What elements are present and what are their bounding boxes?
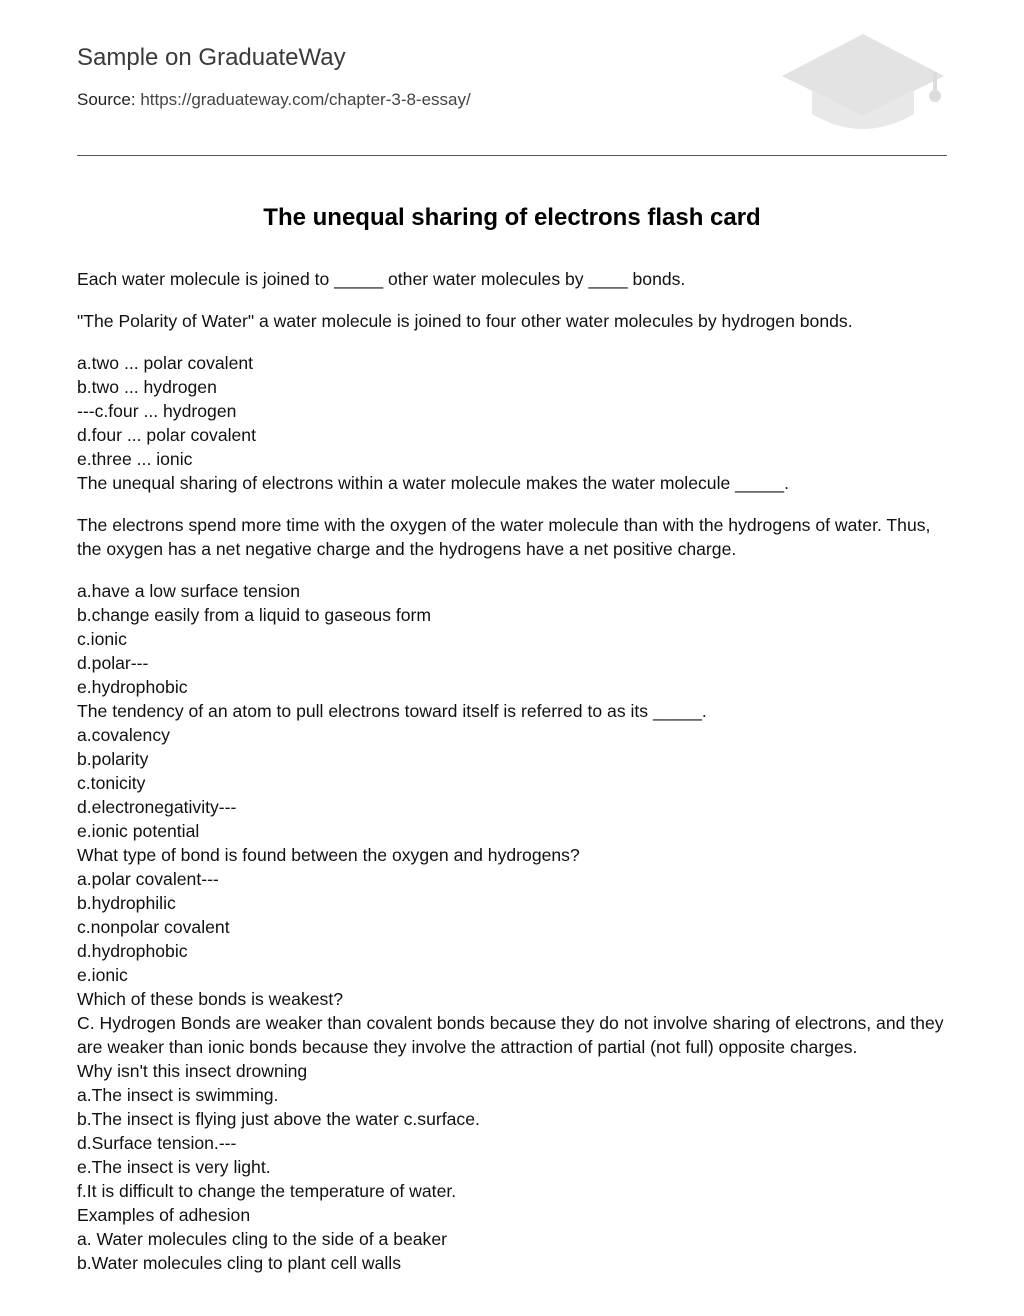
list-item: e.ionic potential xyxy=(77,821,200,841)
list-item: a.The insect is swimming. xyxy=(77,1085,279,1105)
list-item: b.two ... hydrogen xyxy=(77,377,217,397)
list-item: b.polarity xyxy=(77,749,149,769)
list-item: a.have a low surface tension xyxy=(77,581,300,601)
list-item: d.electronegativity--- xyxy=(77,797,237,817)
list-item: e.three ... ionic xyxy=(77,449,193,469)
question-block xyxy=(77,351,947,495)
list-item: d.hydrophobic xyxy=(77,941,188,961)
list-item: What type of bond is found between the oxygen and hydrogens? xyxy=(77,845,580,865)
document-title: The unequal sharing of electrons flash card xyxy=(263,204,761,231)
list-item: b.Water molecules cling to plant cell walls xyxy=(77,1253,401,1273)
list-item: Examples of adhesion xyxy=(77,1205,251,1225)
list-item: d.polar--- xyxy=(77,653,149,673)
list-item: b.The insect is flying just above the water c.surface. xyxy=(77,1109,480,1129)
list-item: Which of these bonds is weakest? xyxy=(77,989,344,1009)
header-divider xyxy=(77,155,947,156)
list-item: d.four ... polar covalent xyxy=(77,425,256,445)
list-item: Why isn't this insect drowning xyxy=(77,1061,308,1081)
paragraph: Each water molecule is joined to _____ other water molecules by ____ bonds. xyxy=(77,269,686,289)
list-item: f.It is difficult to change the temperature of water. xyxy=(77,1181,457,1201)
list-item: ---c.four ... hydrogen xyxy=(77,401,237,421)
source-label: Source: xyxy=(77,90,136,109)
list-item: c.ionic xyxy=(77,629,127,649)
source-line xyxy=(77,90,471,110)
list-item: b.change easily from a liquid to gaseous form xyxy=(77,605,432,625)
site-title[interactable]: Sample on GraduateWay xyxy=(77,44,346,71)
list-item: a. Water molecules cling to the side of a beaker xyxy=(77,1229,447,1249)
source-link[interactable]: https://graduateway.com/chapter-3-8-essay/ xyxy=(140,90,471,109)
paragraph: "The Polarity of Water" a water molecule is joined to four other water molecules by hydrogen bonds. xyxy=(77,311,853,331)
list-item: e.ionic xyxy=(77,965,128,985)
list-item: d.Surface tension.--- xyxy=(77,1133,237,1153)
page-header xyxy=(77,0,947,156)
graduation-cap-icon xyxy=(780,28,946,134)
list-item: c.tonicity xyxy=(77,773,146,793)
list-item: e.hydrophobic xyxy=(77,677,188,697)
list-item: c.nonpolar covalent xyxy=(77,917,230,937)
list-item: a.two ... polar covalent xyxy=(77,353,254,373)
document-body xyxy=(77,267,947,1275)
list-item: b.hydrophilic xyxy=(77,893,176,913)
paragraph: The electrons spend more time with the oxygen of the water molecule than with the hydrogens of water. Thus, the oxygen has a net negative charge and the hydrogens have a net positive charge. xyxy=(77,515,931,559)
question-block xyxy=(77,1059,947,1275)
list-item: a.polar covalent--- xyxy=(77,869,219,889)
list-item: a.covalency xyxy=(77,725,170,745)
list-item: The tendency of an atom to pull electrons toward itself is referred to as its _____. xyxy=(77,701,707,721)
list-item: The unequal sharing of electrons within a water molecule makes the water molecule _____. xyxy=(77,473,789,493)
answer-explanation: C. Hydrogen Bonds are weaker than covalent bonds because they do not involve sharing of electrons, and they are weaker than ionic bonds because they involve the attraction of partial (not full) opposite charges. xyxy=(77,1013,944,1057)
list-item: e.The insect is very light. xyxy=(77,1157,271,1177)
question-block xyxy=(77,579,947,1011)
